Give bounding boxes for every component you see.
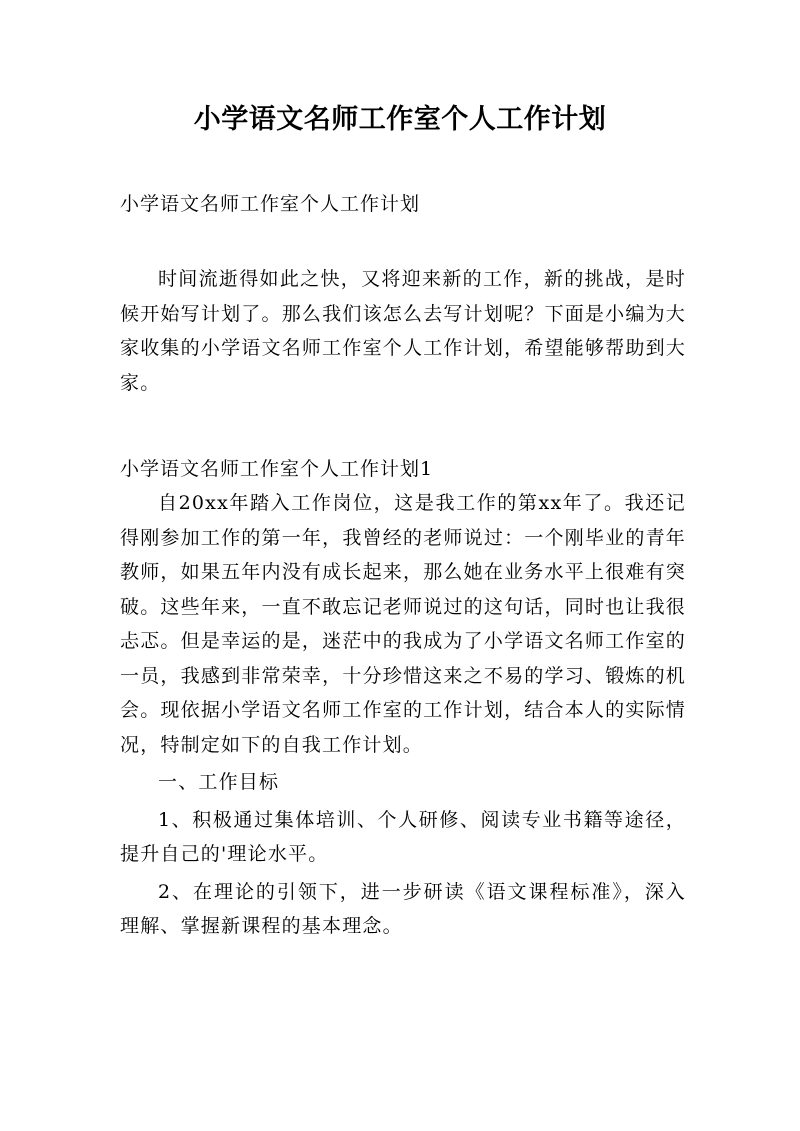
- intro-section: [120, 262, 686, 400]
- plan-paragraph: 自20xx年踏入工作岗位，这是我工作的第xx年了。我还记得刚参加工作的第一年，我曾经的老师说过：一个刚毕业的青年教师，如果五年内没有成长起来，那么她在业务水平上很难有突破。这些年来，一直不敢忘记老师说过的这句话，同时也让我很忐忑。但是幸运的是，迷茫中的我成为了小学语文名师工作室的一员，我感到非常荣幸，十分珍惜这来之不易的学习、锻炼的机会。现依据小学语文名师工作室的工作计划，结合本人的实际情况，特制定如下的自我工作计划。: [120, 492, 686, 756]
- plan-section: [120, 486, 686, 947]
- goal-heading: 一、工作目标: [158, 771, 280, 793]
- document-title: 小学语文名师工作室个人工作计划: [193, 104, 607, 135]
- document-subtitle: 小学语文名师工作室个人工作计划: [120, 193, 421, 215]
- section-heading: 小学语文名师工作室个人工作计划1: [120, 458, 434, 480]
- goal-item-1: 1、积极通过集体培训、个人研修、阅读专业书籍等途径，提升自己的'理论水平。: [120, 808, 686, 865]
- intro-paragraph: 时间流逝得如此之快，又将迎来新的工作，新的挑战，是时候开始写计划了。那么我们该怎么去写计划呢？下面是小编为大家收集的小学语文名师工作室个人工作计划，希望能够帮助到大家。: [120, 268, 686, 394]
- goal-item-2: 2、在理论的引领下，进一步研读《语文课程标准》，深入理解、掌握新课程的基本理念。: [120, 880, 686, 937]
